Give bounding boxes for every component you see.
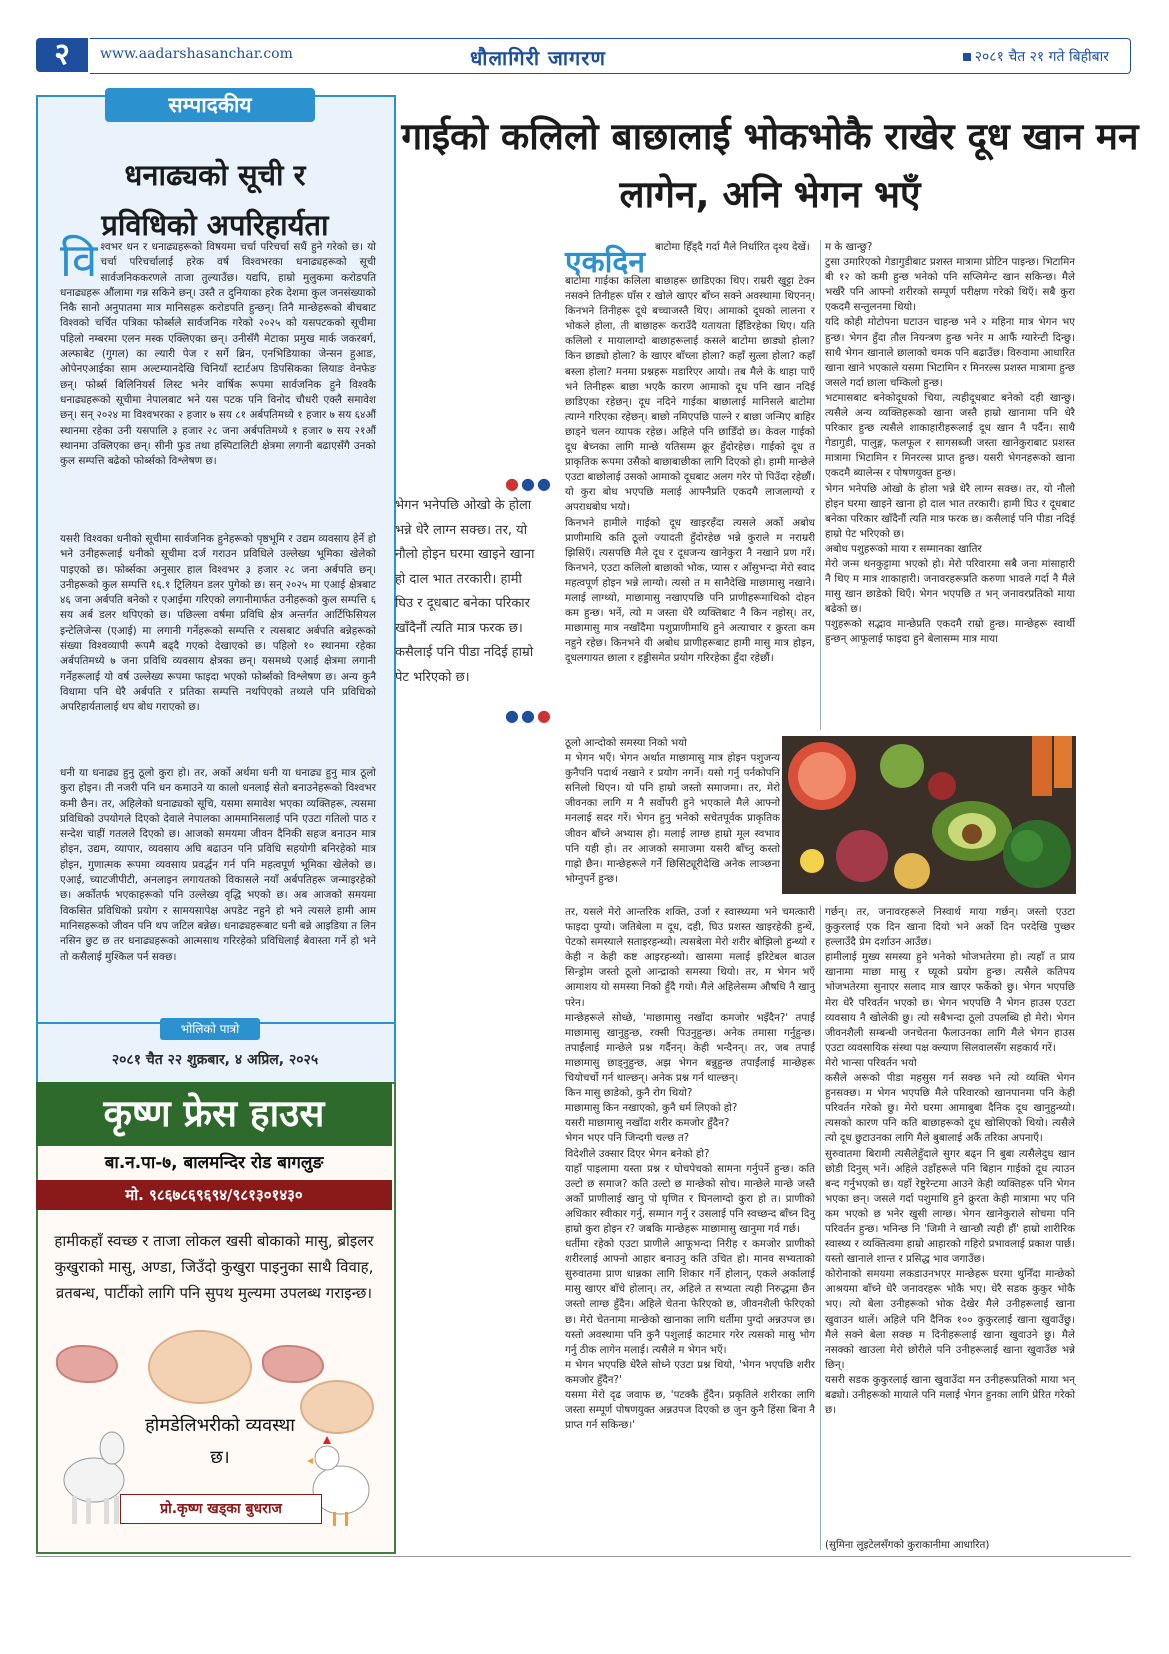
column-divider bbox=[820, 240, 821, 730]
page-number: २ bbox=[36, 38, 88, 72]
vegetables-illustration bbox=[782, 736, 1076, 894]
calendar-date: २०८१ चैत २२ शुक्रबार, ४ अप्रिल, २०२५ bbox=[111, 1052, 319, 1068]
ad-business-name: कृष्ण फ्रेस हाउस bbox=[36, 1082, 392, 1146]
decorative-dots-icon: ●●● bbox=[505, 474, 553, 493]
editorial-paragraph-2: यसरी विश्वका धनीको सूचीमा सार्वजनिक हुनेहरूको पृष्ठभूमि र उद्यम व्यवसाय हेर्ने हो भने उनीहरूलाई धनीको सूचीमा दर्ज गराउन प्रविधिले उल्लेख्य भूमिका खेलेको पाइएको छ। फोर्ब्सका अनुसार हाल विश्वभर ३ हजार २८ जना अर्बपति छन्। उनीहरूको कुल सम्पत्ति १६.१ ट्रिलियन डलर पुगेको छ। सन् २०२५ मा एआई क्षेत्रबाट ४६ जना अर्बपति बनेको र एआईमा गरिएको लगानीमार्फत उनीहरूको कुल सम्पत्ति ६ सय अर्ब डलर थपिएको छ। पछिल्ला वर्षमा प्रविधि क्षेत्र अन्तर्गत आर्टिफिसियल इन्टेलिजेन्स (एआई) मा लगानी गर्नेहरूको सम्पत्ति र त्यसबाट अर्बपति बन्नेहरूको संख्या विश्वव्यापी रूपमै बढ्दै गएको देखाएको छ। पहिलो १० स्थानमा रहेका अर्बपतिमध्ये ७ जना प्रविधि व्यवसाय क्षेत्रका छन्। यसमध्ये एआई क्षेत्रमा लगानी गर्नेहरूलाई यो वर्ष उल्लेख्य रूपमा फाइदा भएको फोर्ब्सको विश्लेषण छ। अन्य कुनै विधामा पनि धेरै अर्बपति र प्रतिका सम्पत्ति नथपिएको तथ्यले पनि प्रविधिको अपरिहार्यतालाई थप बोध गराएको छ। bbox=[60, 533, 376, 714]
footer-rule bbox=[36, 1556, 1131, 1557]
column-divider bbox=[820, 905, 821, 1550]
column-label: एकदिन bbox=[565, 245, 645, 280]
article-column-3: तर, यसले मेरो आन्तरिक शक्ति, उर्जा र स्वास्थ्यमा भने चमत्कारी फाइदा पुग्यो। जतिबेला म दूध, दही, घिउ प्रशस्त खाइरहेकी हुन्थें, पेटको समस्याले सताइरहन्थ्यो। त्यसबेला मेरो शरीर बोझिलो हुन्थ्यो र केही न केही कष्ट आइरहन्थ्यो। खासमा मलाई इरिटेबल बाउल सिन्ड्रोम जस्तो ठूलो आन्द्राको समस्या थियो। तर, म भेगन भएँ आमाशय यो समस्या निको हुँदै गयो। मैले अहिलेसम्म औषधि नै खानु परेन। मान्छेहरूले सोध्छे, 'माछामासु नखाँदा कमजोर भइँदैन?' तपाईं माछामासु खानुहुन्छ, रक्सी पिउनुहुन्छ। अनेक तमासा गर्नुहुन्छ। तपाईंलाई मान्छेले प्रश्न गर्दैनन्। केही भन्दैनन्। तर, जब तपाईं माछामासु छाड्नुहुन्छ, अझ भेगन बन्नुहुन्छ तपाईंलाई मान्छेहरू चियोचर्चो गर्न थाल्छन्। अनेक प्रश्न गर्न थाल्छन्। किन मासु छाडेको, कुनै रोग थियो? माछामासु किन नखाएको, कुनै धर्म लिएको हो? यसरी माछामासु नखाँदा शरीर कमजोर हुँदैन? भेगन भएर पनि जिन्दगी चल्छ त? विदेशीले उक्सार दिएर भेगन बनेको हो? याहाँ पाइलामा यस्ता प्रश्न र घोचपेचको सामना गर्नुपर्ने हुन्छ। कति उल्टो छ समाज? कति उल्टो छ मान्छेको सोच। मान्छेले मान्छे जस्तै अर्को प्राणीलाई खानु पो घृणित र घिनलाग्दो कुरा हो त। प्राणीको अधिकार स्वीकार गर्नु, सम्मान गर्नु र उसलाई पनि स्वच्छन्द बाँच्न दिनु हाम्रो कुरा होइन र? जबकि मान्छेहरू माछामासु खानुमा गर्व गर्छ। धर्तीमा रहेको एउटा प्राणीले आफूभन्दा निरीह र कमजोर प्राणीको शरीरलाई आफ्नो आहार बनाउनु कति उचित हो। मानव सभ्यताको सुरुवातमा प्राण धान्नका लागि शिकार गर्ने होलान्, एकले अर्कालाई मासु खाएर बाँचे होलान्। तर, अहिले त सभ्यता त्यही निरुद्धमा छैन जस्तो लाग्छ हुँदैन। अहिले चेतना फेरिएको छ, जीवनशैली फेरिएको छ। मेरो चेतनामा मान्छेको खानाका लागि धर्तीमा पुग्दो अन्नउपज छ। यस्तो अवस्थामा पनि कुनै पशुलाई काटमार गरेर त्यसको मासु भोग गर्नु ठीक लागेन मलाई। त्यसैले म भेगन भएँ। म भेगन भएपछि धेरैले सोध्ने एउटा प्रश्न थियो, 'भेगन भएपछि शरीर कमजोर हुँदैन?' यसमा मेरो दृढ जवाफ छ, 'पटक्कै हुँदैन। प्रकृतिले शरीरका लागि जस्ता सम्पूर्ण पोषणयुक्त अन्नउपज दिएको छ जुन कुनै हिंसा बिना नै प्राप्त गर्न सकिन्छ।' bbox=[565, 906, 815, 1432]
ad-home-delivery: होमडेलिभरीको व्यवस्था छ। bbox=[145, 1415, 295, 1468]
header-date bbox=[963, 47, 1109, 66]
bullet-square-icon bbox=[963, 53, 971, 61]
editorial-title-line2: प्रविधिको अपरिहार्यता bbox=[101, 208, 329, 242]
article-intro: बाटोमा हिँड्दै गर्दा मैले निर्धारित दृश्य देखें। bbox=[655, 241, 810, 253]
meat-icon bbox=[262, 1345, 324, 1383]
masthead-logo: धौलागिरी जागरण bbox=[470, 46, 606, 70]
article-column-1: बाटोमा गाईका कलिला बाछाहरू छाडिएका थिए। राम्ररी खुट्टा टेक्न नसक्ने तिनीहरू घाँस र खोले खाएर बाँच्न सक्ने अवस्थामा थिएनन्। किनभने तिनीहरू दूधे बच्चाजस्तै थिए। आमाको दूधको लालना र भोकले होला, ती बाछाहरू कराउँदै यतायता हिँडिरहेका थिए। यति कलिलो र मायालाग्दो बाछाहरूलाई कसले बाटोमा छाड्यो होला? किन छाड्यो होला? के खाएर बाँच्ला होला? कहाँ सुत्ला होला? कहाँ बस्ला होला? मनमा प्रश्नहरू मडारिएर आयो। तब मैले के थाहा पाएँ भने तिनीहरू बाछा भएकै कारण आमाको दूध पनि खान नदिई छाडिएका रहेछन्। दूध नदिने गाईका बाछालाई मानिसले बाटोमा त्याग्ने गरिएका रहेछन्। बाछो नमिएपछि पाल्ने र बाछा जन्मिए बाहिर छाड्ने चलन व्यापक रहेछ। अहिले पनि छाडिँदो छ। केवल गाईको दूध बेच्नका लागि मान्छे यतिसम्म क्रूर हुँदोरहेछ। गाईको दूध त प्राकृतिक रूपमा उसैको बाछाबाछीका लागि दिएको हो। हामी मान्छेले एउटा बाछोलाई उसको आमाको दूधबाट अलग गरेर पो पिउँदा रहेछौं। यो कुरा बोध भएपछि मलाई आफ्नैप्रति एकदमै लाजलाग्यो र अपराधबोध भयो। किनभने हामीले गाईको दूध खाइरहँदा त्यसले अर्को अबोध प्राणीमाथि कति ठूलो ज्यादती हुँदोरहेछ भन्ने कुराले म नराम्ररी झिसिएँ। त्यसपछि मैले दूध र दूधजन्य खानेकुरा नै नखाने प्रण गरें। किनभने, एउटा कलिलो बाछाको भोक, प्यास र आँसुभन्दा मेरो स्वाद महत्वपूर्ण होइन भन्ने लाग्यो। त्यसो त म सानैदेखि माछामासु नखाने। मलाई लाग्थ्यो, माछामासु नखाएपछि पनि प्राणीहरूमाथिको दोहन कम हुन्छ। भनें, त्यो म जस्ता धेरै व्यक्तिबाट नै किन नहोस्। तर, माछामासु मात्र नखाँदैमा पशुप्राणीमाथि हुने अत्याचार र क्रुरता कम नहुने रहेछ। किनभने यी अबोध प्राणीहरूबाट हामी मासु मात्र होइन, दूधलगायत छाला र हड्डीसमेत प्रयोग गरिरहेका हुँदा रहेछौं। bbox=[565, 275, 815, 665]
calendar-tag: भोलिको पात्रो bbox=[160, 1018, 260, 1040]
vegetables-photo bbox=[782, 736, 1076, 894]
chicken-meat-icon bbox=[148, 1330, 252, 1404]
editorial-paragraph-1-text: श्वभर धन र धनाढ्यहरूको विषयमा चर्चा परिचर्चा सधैं हुने गरेको छ। यो चर्चा परिचर्चालाई हरेक वर्ष विश्वभरका धनाढ्यहरूको सूची सार्वजनिककरणले ताजा तुल्याउँछ। यद्यपि, हाम्रो मुलुकमा करोडपति धनाढ्यहरू औंलामा गन्न सकिने छन्। उस्तै त दुनियाका हरेक देशमा कुल जनसंख्याको निकै सानो अनुपातमा मात्र मानिसहरू करोडपति हुन्छन्। तिनै मान्छेहरूको बीचबाट विश्वको चर्चित पत्रिका फोर्ब्सले सार्वजनिक गरेको २०२५ को यसपटकको सूचीमा पहिलो नम्बरमा एलन मस्क एक्लिएका छन्। उनीसँगै मेटाका प्रमुख मार्क जकरबर्ग, अल्फाबेट (गुगल) का ल्यारी पेज र सर्गे ब्रिन, एनभिडियाका जेन्सन हुआङ, ओपेनएआईका साम अल्टम्यानदेखि चिनियाँ स्टार्टअप डिपसिकका लियाङ वेनफेङ छन्। फोर्ब्स बिलिनियर्स लिस्ट भनेर वार्षिक रूपमा सार्वजनिक हुने विश्वकै धनाढ्यहरूको सूचीमा नेपालबाट भने यस पटक पनि विनोद चौधरी एक्लै समावेश छन्। सन् २०२४ मा विश्वभरका २ हजार ७ सय ८१ अर्बपतिमध्ये १ हजार ७ सय ६४औं स्थानमा रहेका उनी यसपालि ३ हजार २८ जना अर्बपतिमध्ये १ हजार ७ सय २१औं स्थानमा उक्लिएका छन्। सीनी फुड तथा हस्पिटालिटी क्षेत्रमा लगानी बढाएसँगै उनको कुल सम्पत्ति बढेको फोर्ब्सको विश्लेषण छ। bbox=[60, 241, 376, 468]
editorial-title-line1: धनाढ्यको सूची र bbox=[124, 158, 306, 192]
editorial-tag: सम्पादकीय bbox=[105, 88, 315, 122]
article-column-2: म के खान्छु? टुसा उमारिएको गेडागुडीबाट प्रशस्त मात्रामा प्रोटिन पाइन्छ। भिटामिन बी १२ को कमी हुन्छ भनेको पनि सप्लिमेन्ट खान सकिन्छ। मैले भर्खरै पनि आफ्नो शरीरको सम्पूर्ण परीक्षण गरेको थिएँ। सबै कुरा एकदमै सन्तुलनमा थियो। यदि कोही मोटोपना घटाउन चाहन्छ भने २ महिना मात्र भेगन भए हुन्छ। भेगन हुँदा तौल नियन्त्रण हुन्छ भनेर म आफैं ग्यारेन्टी दिन्छु। साथै भेगन खानाले छालाको चमक पनि बढाउँछ। विरुवामा आधारित खाना खाने भएकाले यसमा भिटामिन र मिनरल्स प्रशस्त मात्रामा हुन्छ जसले गर्दा छाला चम्किलो हुन्छ। भटमासबाट बनेकोदूधको चिया, त्यहीदूधबाट बनेको दही खान्छु। त्यसैले अन्य व्यक्तिहरूको खाना जस्तै हाम्रो खानामा पनि धेरै परिकार हुन्छ त्यसैले शाकाहारीहरूलाई दूध खान नै पर्दैन। साथै गेडागुडी, पालुङ्ग, फलफूल र सागसब्जी जस्ता खानेकुराबाट प्रशस्त मात्रामा भिटामिन र मिनरल्स प्राप्त हुन्छ। यसरी भेगनहरूको खाना एकदमै ब्यालेन्स र पोषणयुक्त हुन्छ। भेगन भनेपछि ओखो के होला भन्ने धेरै लाग्न सक्छ। तर, यो नौलो होइन घरमा खाइने खाना हो दाल भात तरकारी। हामी घिउ र दूधबाट बनेका परिकार खाँदैनौं त्यति मात्र फरक छ। कसैलाई पनि पीडा नदिई हाम्रो पेट भरिएको छ। अबोध पशुहरूको माया र सम्मानका खातिर मेरो जन्म थनकुट्टामा भएको हो। मेरो परिवारमा सबै जना मांसाहारी नै थिए म मात्र शाकाहारी। जनावरहरूप्रति करुणा भावले गर्दा नै मैले मासु खान छाडेको थिएँ। भेगन भएपछि त भन् जनावरप्रतिको माया बढेको छ। पशुहरूको सद्भाव मान्छेप्रति एकदमै राम्रो हुन्छ। मान्छेहरू स्वार्थी हुन्छन् आफूलाई फाइदा हुने बेलासम्म मात्र माया bbox=[825, 241, 1075, 646]
source-note: (सुमिना लुइटेलसँगको कुराकानीमा आधारित) bbox=[825, 1539, 990, 1551]
editorial-paragraph-3: धनी या धनाढ्य हुनु ठूलो कुरा हो। तर, अर्को अर्थमा धनी या धनाढ्य हुनु मात्र ठूलो कुरा होइन। ती नजरी पनि धन कमाउने या कालो धनलाई सेतो बनाउनेहरूको विश्वभर कमी छैन। तर, अहिलेको धनाढ्यको सूचि, यसमा समावेश भएका व्यक्तिहरू, त्यसमा प्रविधिको उपयोगले दिएको देवाले नेपालका आममानिसलाई पनि एउटा गतिलो पाठ र सन्देश चाहीं गतलले दिएको छ। आजको समयमा जीवन दैनिकी सहज बनाउन मात्र होइन, उद्यम, व्यापार, व्यवसाय अघि बढाउन पनि प्रविधि सहयोगी बनिरहेको मात्र होइन, गुणात्मक रूपमा व्यवसाय प्रवर्द्धन गर्न पनि महत्वपूर्ण भूमिका खेलेको छ। एआई, च्याटजीपीटी, अनलाइन लगायतको विकासले नयाँ अर्बपतिहरू जन्माइरहेको छ। अर्कोतर्फ भएकाहरूको पनि उल्लेख्य वृद्धि भएको छ। अब आजको समयमा विकसित प्रविधिको प्रयोग र सामयसापेक्ष अपडेट नहुने हो भने त्यसले हामी आम मानिसहरूको जीवन पनि थप जटिल बन्नेछ। धनाढ्यहरूबाट धनी बन्ने आइडिया त लिन नसिन छुट छ तर धनाढ्यहरूको आत्मसाथ गरिरहेको प्रविधिलाई बेवास्ता गर्ने हो भने तो कसैलाई मुश्किल पर्न सक्छ। bbox=[60, 767, 376, 963]
ad-owner: प्रो.कृष्ण खड्का बुधराज bbox=[120, 1494, 322, 1524]
ad-description: हामीकहाँ स्वच्छ र ताजा लोकल खसी बोकाको मासु, ब्रोइलर कुखुराको मासु, अण्डा, जिउँदो कुखुरा पाइनुका साथै विवाह, व्रतबन्ध, पार्टीको लागि पनि सुपथ मुल्यमा उपलब्ध गराइन्छ। bbox=[54, 1232, 374, 1302]
pull-quote: भेगन भनेपछि ओखो के होला भन्ने धेरै लाग्न सक्छ। तर, यो नौलो होइन घरमा खाइने खाना हो दाल भात तरकारी। हामी घिउ र दूधबाट बनेका परिकार खाँदैनौं त्यति मात्र फरक छ। कसैलाई पनि पीडा नदिई हाम्रो पेट भरिएको छ। bbox=[395, 498, 535, 685]
editorial-paragraph-1 bbox=[60, 233, 376, 469]
ad-phone: मो. ९८६७८६९६९४/९८१३०१४३० bbox=[36, 1180, 392, 1210]
article-column-1-continued: ठूलो आन्दोको समस्या निको भयो म भेगन भएँ। भेगन अर्थात माछामासु मात्र होइन पशुजन्य कुनैपनि पदार्थ नखाने र प्रयोग नगर्ने। यसो गर्नु पर्नकोपनि सनिलो थिएन। यो पनि हाम्रो जस्तो समाजमा। तर, मेरो जीवनका लागि म नै सर्वोपरी हुने भएकाले मैले आफ्नो मनलाई सदर गरें। भेगन हुनु भनेको सचेतपूर्वक प्राकृतिक जीवन बाँच्ने अभ्यास हो। मलाई लाग्छ हाम्रो मूल स्वभाव पनि यही हो। तर आजको समाजमा यसरी बाँच्नु कस्तो गाह्रो छैन। मान्छेहरूले गर्ने छिसिट्यूरीदेखि अनेक लाञ्छना भोग्नुपर्ने हुन्छ। bbox=[565, 737, 780, 885]
website-link[interactable]: www.aadarshasanchar.com bbox=[100, 46, 293, 62]
decorative-dots-icon: ●●● bbox=[505, 706, 553, 725]
editorial-drop-cap: वि bbox=[60, 233, 98, 287]
article-headline: गाईको कलिलो बाछालाई भोकभोकै राखेर दूध खान मन लागेन, अनि भेगन भएँ bbox=[401, 115, 1139, 216]
article-column-4: गर्छन्। तर, जनावरहरूले निस्वार्थ माया गर्छन्। जस्तो एउटा कुकुरलाई एक दिन खाना दियो भने अर्को दिन परदेखि पुच्छर हल्लाउँदै प्रेम दर्शाउन आउँछ। हामीलाई मुख्य समस्या हुने भनेको भोजभतेरमा हो। त्यहाँ त प्राय खानामा माछा मासु र घ्यूको प्रयोग हुन्छ। त्यसैले कतिपय भोजभतेरमा सुनाएर सलाद मात्र खाएर फर्केको छु। भेगन भएपछि मेरा धेरै परिवर्तन भएको छ। भेगन भएपछि नै भेगन हाउस एउटा व्यवसाय नै खोलेकी छु। त्यो सबैभन्दा ठूलो उपलब्धि हो मेरो। भेगन जीवनशैली सम्बन्धी जनचेतना फैलाउनका लागि मैले भेगन हाउस एउटा व्यवसायिक संस्था पक्ष क्ल्याण सिलवालसँग सहकार्य गरें। मेरो भान्सा परिवर्तन भयो कसैले अरूको पीडा महसुस गर्न सक्छ भने त्यो व्यक्ति भेगन हुनसक्छ। म भेगन भएपछि मैले परिवारको खानपानमा पनि केही परिवर्तन गरेको छु। मेरो घरमा आमाबुबा दैनिक दूध खानुहुन्थ्यो। त्यसको कारण पनि कति बाछाहरूको दूध खोसिएको थियो। त्यसैले त्यो दूध छुटाउनका लागि मैले बुबालाई अर्कै तरिका अपनाएँ। सुरुवातमा बिरामी त्यसैलेहुँदाले सुगर बढ्न नि बुबा त्यसैलेदुध खान छोडी दिनुस् भनें। अहिले उहाँहरूले पनि बिहान गाईको दूध त्याउन बन्द गर्नुभएको छ। यहाँ रेष्टुरेन्टमा आउने केही व्यक्तिहरू पनि भेगन भएका छन्। जसले गर्दा पशुमाथि हुने क्रुरता केही मात्रामा भए पनि कम भएको छ भनेर खुसी लाग्छ। भेगन खानेकुराले सोचमा पनि परिवर्तन हुन्छ। भनिन्छ नि 'जिमी ने खान्छौ त्यही हौं' हाम्रो शारीरिक स्वास्थ्य र व्यक्तित्वमा हाम्रो आहारको गहिरो प्रभावलाई प्रकाश पार्छ। यस्तो खानाले शान्त र प्रसिद्ध भाव जगाउँछ। कोरोनाको समयमा लकडाउनभएर मान्छेहरू घरमा थुनिँदा मान्छेको आश्रयमा बाँच्ने धेरै जनावरहरू भोकै भए। धेरै सडक कुकुर भोकै भए। त्यो बेला उनीहरूको भोक देखेर मैले उनीहरूलाई खाना खुवाउन थालें। अहिले पनि दैनिक १०० कुकुरलाई खाना खुवाउँछु। मैले सक्ने बेला सक्छ म दिनीहरूलाई खाना खुवाउने छु। मैले नसक्को खाउला मेरो छोरीले पनि उनीहरूलाई खाना खुवाउँछ भन्ने छिन्। यसरी सडक कुकुरलाई खाना खुवाउँदा मन उनीहरूप्रतिको माया भन् बढ्यो। उनीहरूको मायाले पनि मलाई भेगन हुनका लागि प्रेरित गरेको छ। bbox=[825, 906, 1075, 1417]
ad-address: बा.न.पा-७, बालमन्दिर रोड बागलुङ bbox=[104, 1153, 324, 1173]
chicken-meat-icon bbox=[300, 1380, 374, 1434]
meat-icon bbox=[56, 1345, 118, 1383]
header-date-text: २०८१ चैत २१ गते बिहीबार bbox=[974, 49, 1109, 65]
